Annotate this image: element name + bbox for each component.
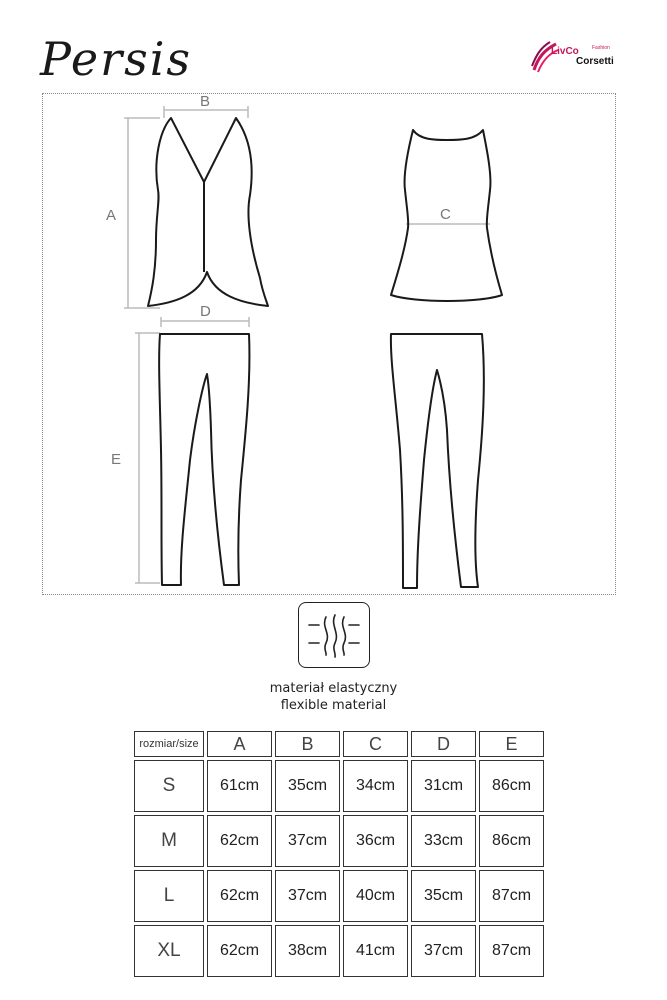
size-cell: XL — [134, 925, 204, 977]
vest-outline — [148, 118, 268, 306]
value-cell: 62cm — [207, 870, 272, 922]
table-row — [134, 760, 544, 812]
product-title: Persis — [40, 32, 193, 86]
material-label-en: flexible material — [280, 698, 387, 713]
value-cell: 36cm — [343, 815, 408, 867]
measure-label-d: D — [200, 303, 211, 320]
measure-label-a: A — [106, 207, 117, 224]
table-row — [134, 925, 544, 977]
value-cell: 37cm — [275, 870, 340, 922]
value-cell: 38cm — [275, 925, 340, 977]
column-header-b: B — [275, 731, 340, 757]
value-cell: 87cm — [479, 870, 544, 922]
column-header-d: D — [411, 731, 476, 757]
measure-label-c: C — [440, 206, 451, 223]
stretch-fabric-icon — [298, 602, 370, 668]
measure-label-b: B — [200, 93, 211, 110]
measure-label-e: E — [111, 451, 122, 468]
column-header-e: E — [479, 731, 544, 757]
value-cell: 86cm — [479, 815, 544, 867]
brand-name-fashion: Fashion — [592, 45, 610, 51]
column-header-c: C — [343, 731, 408, 757]
size-table-corner: rozmiar/size — [134, 731, 204, 757]
brand-name-livco: LivCo — [551, 46, 579, 57]
back-leggings-outline — [391, 334, 484, 588]
size-table — [131, 728, 547, 980]
brand-name-corsetti: Corsetti — [576, 56, 614, 67]
size-cell: M — [134, 815, 204, 867]
value-cell: 86cm — [479, 760, 544, 812]
value-cell: 35cm — [411, 870, 476, 922]
value-cell: 37cm — [275, 815, 340, 867]
material-label-pl: materiał elastyczny — [269, 681, 398, 696]
table-row — [134, 815, 544, 867]
value-cell: 35cm — [275, 760, 340, 812]
measure-lines — [124, 106, 490, 583]
value-cell: 87cm — [479, 925, 544, 977]
value-cell: 61cm — [207, 760, 272, 812]
value-cell: 41cm — [343, 925, 408, 977]
value-cell: 37cm — [411, 925, 476, 977]
column-header-a: A — [207, 731, 272, 757]
value-cell: 62cm — [207, 925, 272, 977]
value-cell: 33cm — [411, 815, 476, 867]
value-cell: 62cm — [207, 815, 272, 867]
size-cell: L — [134, 870, 204, 922]
size-cell: S — [134, 760, 204, 812]
size-table-header — [134, 731, 544, 757]
value-cell: 34cm — [343, 760, 408, 812]
table-row — [134, 870, 544, 922]
value-cell: 31cm — [411, 760, 476, 812]
front-leggings-outline — [159, 334, 249, 585]
value-cell: 40cm — [343, 870, 408, 922]
